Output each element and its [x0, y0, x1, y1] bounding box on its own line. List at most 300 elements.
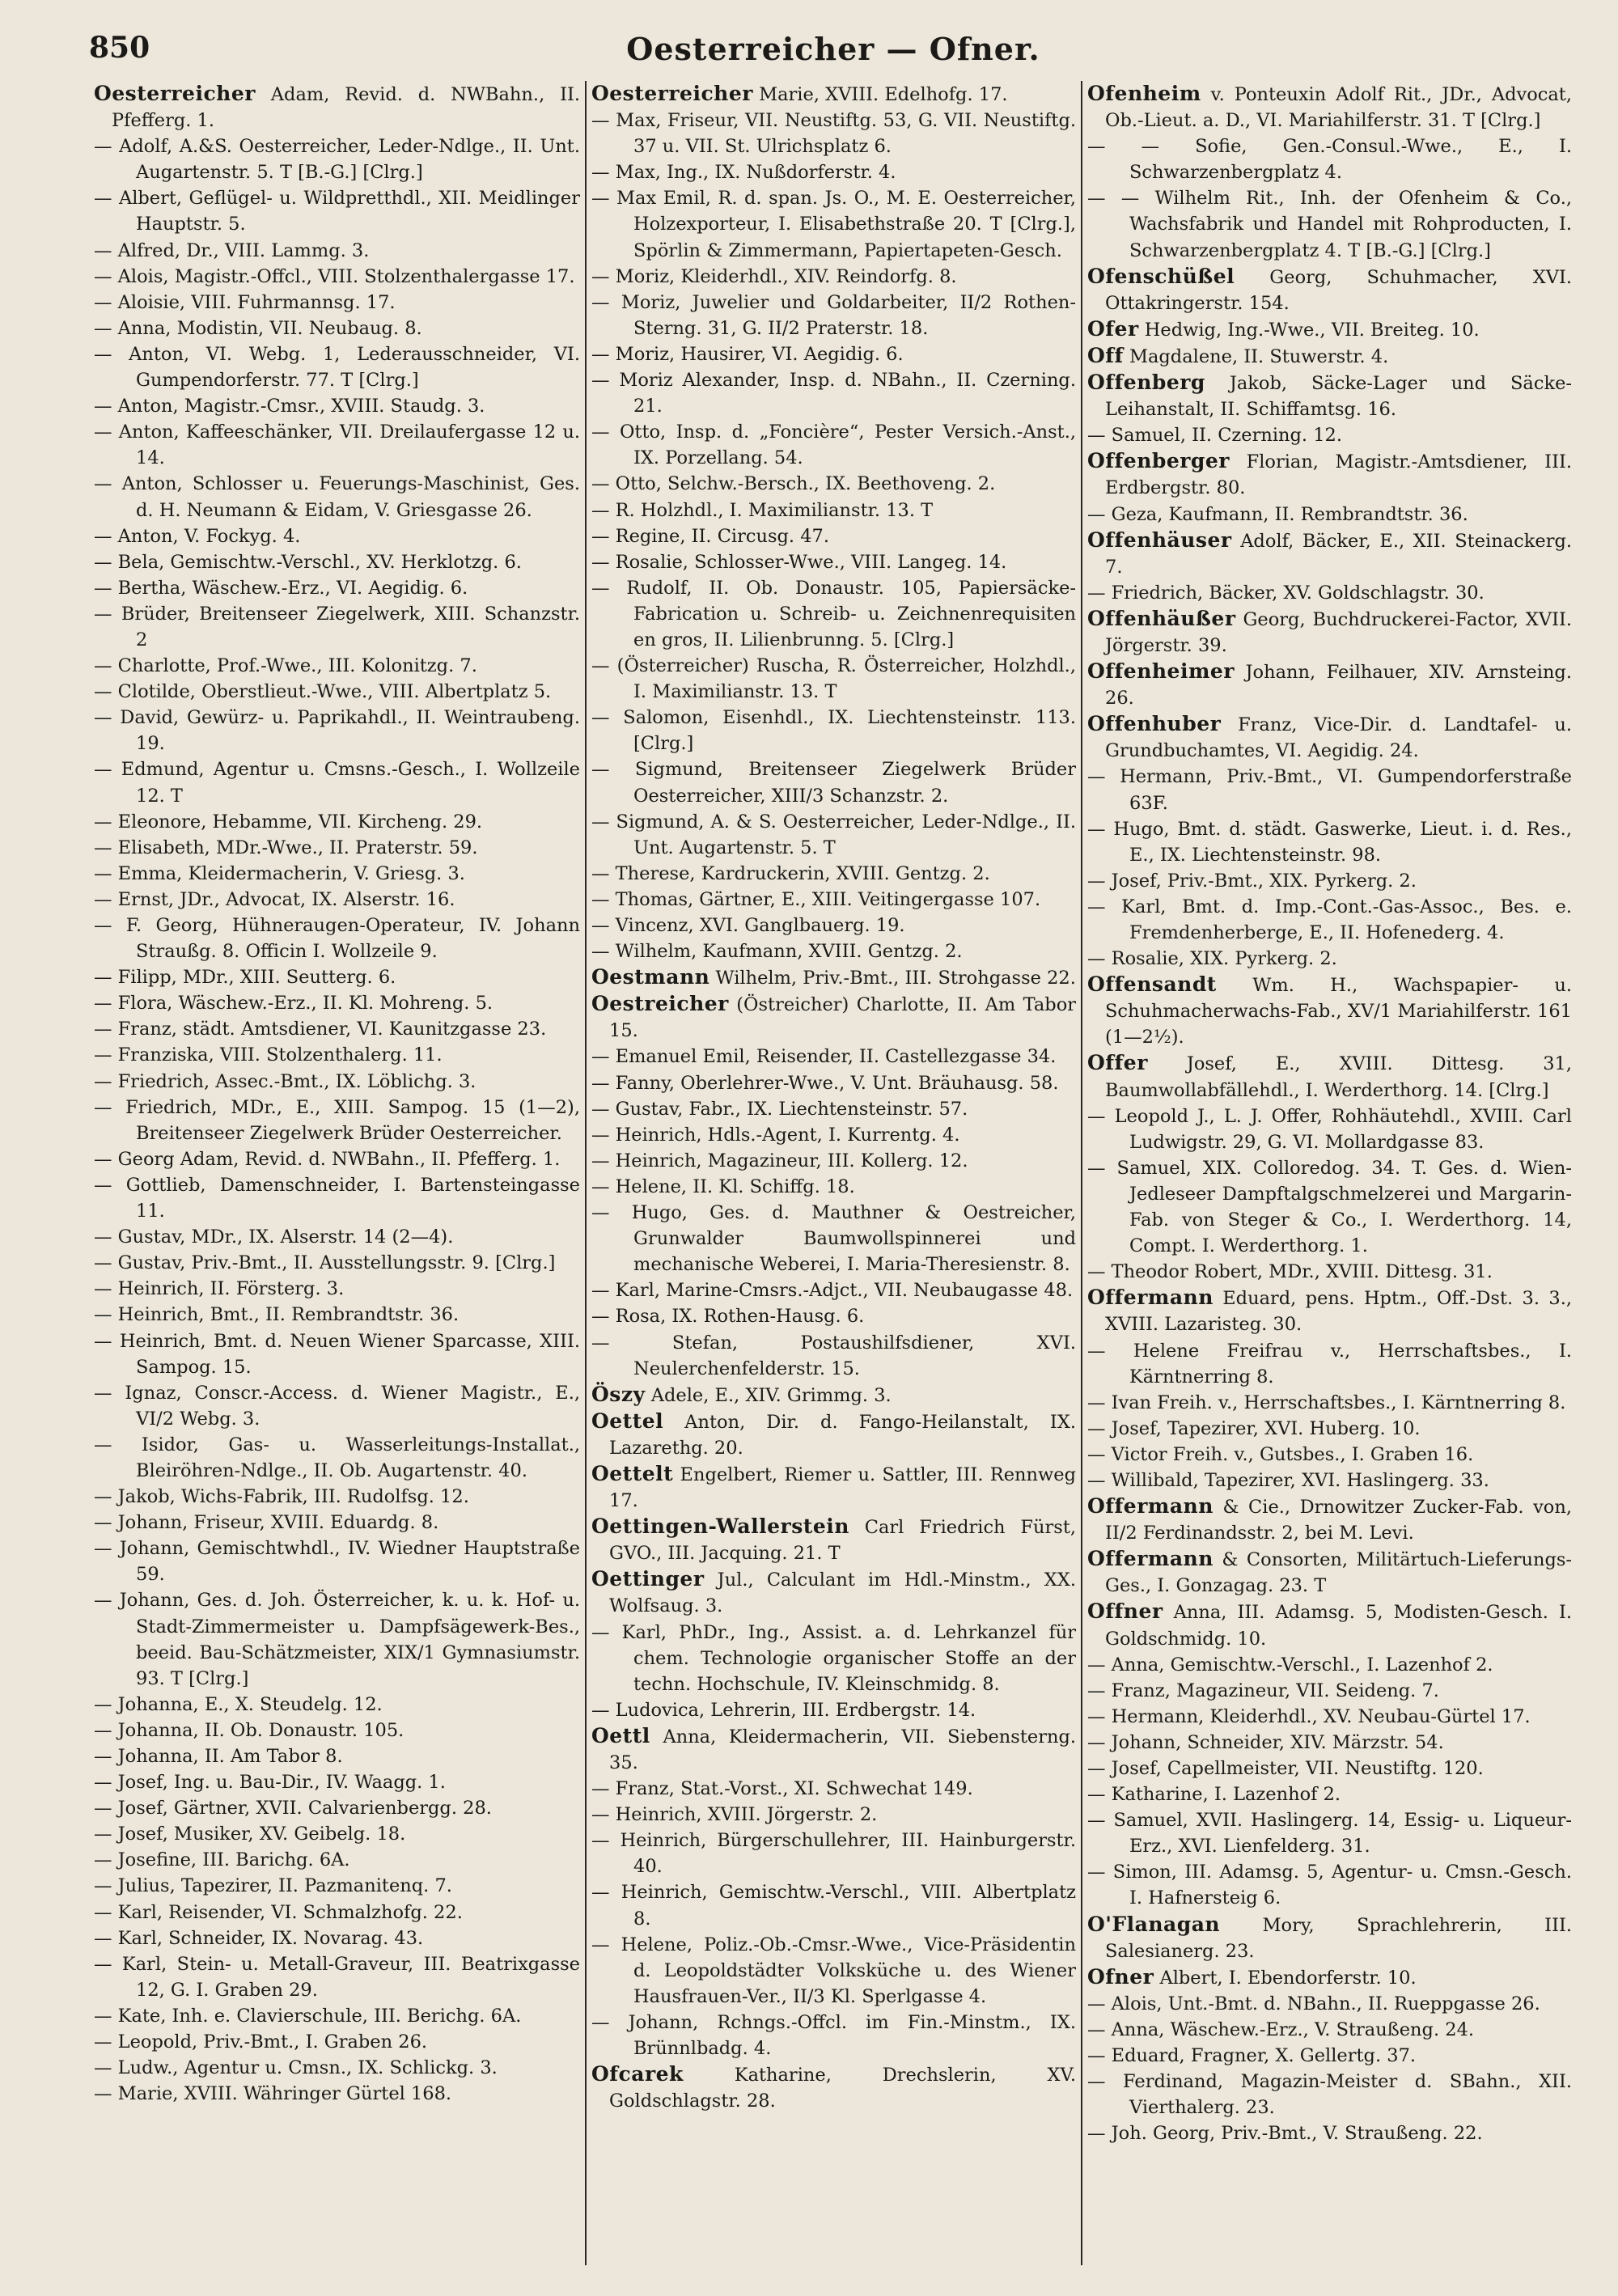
surname-entry: [591, 81, 1076, 108]
entry-text: — Gustav, Priv.-Bmt., II. Ausstellungsstr. 9. [Clrg.]: [94, 1252, 556, 1274]
directory-entry: [94, 1016, 580, 1042]
surname-heading: Offenberger: [1087, 449, 1230, 473]
directory-entry: [591, 1096, 1076, 1122]
surname-heading: Öszy: [591, 1382, 646, 1406]
entry-text: — Adolf, A.&S. Oesterreicher, Leder-Ndlge., II. Unt. Augartenstr. 5. T [B.-G.] [Clrg.]: [94, 136, 580, 184]
directory-entry: [591, 1828, 1076, 1879]
entry-text: — Johanna, II. Ob. Donaustr. 105.: [94, 1719, 404, 1741]
surname-heading: Offermann: [1087, 1547, 1214, 1571]
directory-entry: [591, 159, 1076, 185]
entry-text: — Kate, Inh. e. Clavierschule, III. Berichg. 6A.: [94, 2005, 522, 2027]
directory-entry: [94, 1380, 580, 1432]
surname-heading: Oettelt: [591, 1461, 674, 1485]
directory-entry: [1087, 2017, 1572, 2043]
directory-entry: [1087, 1390, 1572, 1416]
entry-text: — Marie, XVIII. Währinger Gürtel 168.: [94, 2083, 452, 2105]
directory-entry: [94, 1536, 580, 1587]
entry-text: — Karl, Stein- u. Metall-Graveur, III. Beatrixgasse 12, G. I. Graben 29.: [94, 1953, 580, 2001]
entry-text: — Josef, Priv.-Bmt., XIX. Pyrkerg. 2.: [1087, 870, 1417, 892]
directory-entry: [94, 1069, 580, 1095]
entry-text: Georg, Schuhmacher, XVI. Ottakringerstr. 154.: [1105, 266, 1573, 314]
directory-entry: [591, 1932, 1076, 2010]
entry-text: — Brüder, Breitenseer Ziegelwerk, XIII. Schanzstr. 2: [94, 603, 580, 650]
entry-text: Katharine, Drechslerin, XV. Goldschlagstr. 28.: [609, 2065, 1076, 2112]
directory-entry: [1087, 1338, 1572, 1390]
entry-text: — Helene, II. Kl. Schiffg. 18.: [591, 1176, 855, 1197]
directory-entry: [591, 1697, 1076, 1723]
directory-entry: [94, 679, 580, 705]
entry-text: — Stefan, Postaushilfsdiener, XVI. Neulerchenfelderstr. 15.: [591, 1332, 1076, 1379]
entry-text: — Friedrich, Assec.-Bmt., IX. Löblichg. 3.: [94, 1070, 477, 1092]
entry-text: — Heinrich, Bmt. d. Neuen Wiener Sparcasse, XIII. Sampog. 15.: [94, 1330, 580, 1378]
entry-text: — Friedrich, Bäcker, XV. Goldschlagstr. 30.: [1087, 582, 1485, 604]
directory-entry: [94, 2081, 580, 2107]
entry-text: — Thomas, Gärtner, E., XIII. Veitingergasse 107.: [591, 888, 1041, 910]
entry-text: — Josefine, III. Barichg. 6A.: [94, 1849, 350, 1871]
surname-entry: [1087, 1964, 1572, 1991]
entry-text: — Moriz, Juwelier und Goldarbeiter, II/2 Rothen-Sterng. 31, G. II/2 Praterstr. 18.: [591, 291, 1076, 339]
directory-entry: [94, 1900, 580, 1925]
directory-entry: [591, 809, 1076, 861]
entry-text: — F. Georg, Hühneraugen-Operateur, IV. Johann Straußg. 8. Officin I. Wollzeile 9.: [94, 915, 580, 963]
directory-entry: [94, 264, 580, 290]
directory-entry: [94, 575, 580, 601]
entry-text: — Willibald, Tapezirer, XVI. Haslingerg. 33.: [1087, 1469, 1489, 1491]
surname-heading: Ofenheim: [1087, 82, 1201, 105]
entry-text: — Franz, städt. Amtsdiener, VI. Kaunitzgasse 23.: [94, 1019, 547, 1040]
entry-text: Marie, XVIII. Edelhofg. 17.: [759, 84, 1008, 105]
entry-text: — Joh. Georg, Priv.-Bmt., V. Straußeng. 22.: [1087, 2123, 1483, 2145]
entry-text: — Charlotte, Prof.-Wwe., III. Kolonitzg. 7.: [94, 655, 477, 677]
entry-text: — Therese, Kardruckerin, XVIII. Gentzg. 2.: [591, 862, 990, 884]
directory-entry: [94, 1510, 580, 1536]
surname-entry: [1087, 370, 1572, 422]
entry-text: — Elisabeth, MDr.-Wwe., II. Praterstr. 59.: [94, 837, 478, 858]
directory-entry: [591, 2010, 1076, 2061]
directory-entry: [591, 523, 1076, 549]
entry-text: Adele, E., XIV. Grimmg. 3.: [650, 1384, 892, 1406]
directory-entry: [94, 316, 580, 341]
entry-text: — Johann, Schneider, XIV. Märzstr. 54.: [1087, 1731, 1444, 1753]
directory-entry: [1087, 816, 1572, 868]
directory-entry: [94, 1276, 580, 1302]
entry-text: & Consorten, Militärtuch-Lieferungs-Ges., I. Gonzagag. 23. T: [1105, 1549, 1572, 1597]
directory-entry: [94, 990, 580, 1016]
entry-text: — Sigmund, Breitenseer Ziegelwerk Brüder Oesterreicher, XIII/3 Schanzstr. 2.: [591, 759, 1076, 807]
entry-text: & Cie., Drnowitzer Zucker-Fab. von, II/2 Ferdinandsstr. 2, bei M. Levi.: [1105, 1497, 1572, 1544]
column-left: [89, 81, 585, 2265]
directory-entry: [591, 1802, 1076, 1828]
entry-text: Adolf, Bäcker, E., XII. Steinackerg. 7.: [1105, 530, 1572, 578]
entry-text: Hedwig, Ing.-Wwe., VII. Breiteg. 10.: [1144, 319, 1480, 341]
surname-entry: [591, 1409, 1076, 1461]
surname-heading: Oestreicher: [591, 992, 729, 1016]
directory-entry: [94, 1587, 580, 1691]
entry-text: — Jakob, Wichs-Fabrik, III. Rudolfsg. 12.: [94, 1486, 469, 1508]
directory-entry: [94, 1302, 580, 1328]
directory-entry: [94, 1250, 580, 1276]
entry-text: — Johann, Rchngs.-Offcl. im Fin.-Minstm., IX. Brünnlbadg. 4.: [591, 2011, 1076, 2060]
directory-entry: [591, 549, 1076, 575]
surname-entry: [591, 991, 1076, 1044]
directory-entry: [94, 1432, 580, 1484]
directory-entry: [94, 133, 580, 185]
entry-text: — Johann, Ges. d. Joh. Österreicher, k. u. k. Hof- u. Stadt-Zimmermeister u. Dampfsägewerk-Bes., beeid. Bau-Schätzmeister, XIX/1 Gymnasiumstr. 93. T [Clrg.]: [94, 1590, 580, 1689]
entry-text: (Östreicher) Charlotte, II. Am Tabor 15.: [609, 994, 1076, 1042]
directory-entry: [94, 471, 580, 523]
entry-text: — Heinrich, Magazineur, III. Kollerg. 12.: [591, 1150, 968, 1171]
entry-text: Jakob, Säcke-Lager und Säcke-Leihanstalt, II. Schiffamtsg. 16.: [1105, 373, 1572, 421]
entry-text: — Hermann, Kleiderhdl., XV. Neubau-Gürtel 17.: [1087, 1705, 1531, 1727]
surname-entry: [1087, 316, 1572, 343]
entry-text: Adam, Revid. d. NWBahn., II. Pfefferg. 1.: [112, 84, 580, 132]
entry-text: — Bela, Gemischtw.-Verschl., XV. Herklotzg. 6.: [94, 551, 522, 573]
entry-text: Florian, Magistr.-Amtsdiener, III. Erdbergstr. 80.: [1105, 451, 1572, 499]
directory-entry: [94, 601, 580, 653]
surname-entry: [591, 964, 1076, 991]
entry-text: — Leopold, Priv.-Bmt., I. Graben 26.: [94, 2031, 428, 2053]
directory-entry: [591, 419, 1076, 471]
directory-entry: [591, 290, 1076, 341]
surname-entry: [1087, 1546, 1572, 1599]
entry-text: — Hugo, Ges. d. Mauthner & Oestreicher, Grunwalder Baumwollspinnerei und mechanische Weberei, I. Maria-Theresienstr. 8.: [591, 1202, 1076, 1276]
entry-text: — Ludovica, Lehrerin, III. Erdbergstr. 14.: [591, 1699, 976, 1721]
entry-text: Carl Friedrich Fürst, GVO., III. Jacquing. 21. T: [609, 1517, 1077, 1565]
directory-entry: [94, 1743, 580, 1769]
entry-text: — Theodor Robert, MDr., XVIII. Dittesg. 31.: [1087, 1261, 1493, 1283]
directory-entry: [94, 1718, 580, 1743]
entry-text: — Rosalie, XIX. Pyrkerg. 2.: [1087, 948, 1337, 970]
directory-entry: [1087, 2120, 1572, 2146]
entry-text: — Anna, Gemischtw.-Verschl., I. Lazenhof 2.: [1087, 1654, 1493, 1675]
entry-text: — Filipp, MDr., XIII. Seutterg. 6.: [94, 967, 396, 989]
entry-text: — Gottlieb, Damenschneider, I. Bartensteingasse 11.: [94, 1174, 580, 1222]
directory-entry: [1087, 764, 1572, 815]
entry-text: — Johanna, II. Am Tabor 8.: [94, 1746, 343, 1767]
surname-entry: [1087, 659, 1572, 711]
directory-entry: [591, 341, 1076, 367]
directory-entry: [591, 1330, 1076, 1382]
directory-entry: [1087, 1859, 1572, 1911]
entry-text: — (Österreicher) Ruscha, R. Österreicher, Holzhdl., I. Maximilianstr. 13. T: [591, 655, 1076, 703]
directory-entry: [94, 705, 580, 756]
directory-entry: [94, 1484, 580, 1510]
entry-text: — Moriz, Kleiderhdl., XIV. Reindorfg. 8.: [591, 265, 957, 287]
directory-entry: [591, 575, 1076, 653]
entry-text: — Max Emil, R. d. span. Js. O., M. E. Oesterreicher, Holzexporteur, I. Elisabethstraße 20. T [Clrg.], Spörlin & Zimmermann, Papiertapeten-Gesch.: [591, 188, 1076, 261]
entry-text: — Hermann, Priv.-Bmt., VI. Gumpendorferstraße 63F.: [1087, 766, 1572, 814]
surname-heading: O'Flanagan: [1087, 1912, 1221, 1936]
running-title: Oesterreicher — Ofner.: [626, 31, 1040, 67]
directory-entry: [94, 1224, 580, 1250]
directory-entry: [1087, 1104, 1572, 1155]
surname-heading: Offensandt: [1087, 972, 1217, 997]
entry-text: — Johanna, E., X. Steudelg. 12.: [94, 1693, 383, 1715]
entry-text: — Albert, Geflügel- u. Wildpretthdl., XII. Meidlinger Hauptstr. 5.: [94, 188, 580, 235]
directory-entry: [94, 887, 580, 913]
page-header: [89, 31, 1578, 79]
directory-entry: [94, 1146, 580, 1172]
directory-entry: [591, 913, 1076, 938]
entry-text: — Fanny, Oberlehrer-Wwe., V. Unt. Bräuhausg. 58.: [591, 1072, 1059, 1094]
entry-text: Eduard, pens. Hptm., Off.-Dst. 3. 3., XVIII. Lazaristeg. 30.: [1105, 1288, 1572, 1336]
surname-heading: Oettl: [591, 1723, 650, 1747]
entry-text: — Gustav, Fabr., IX. Liechtensteinstr. 57.: [591, 1098, 968, 1120]
surname-entry: [591, 2061, 1076, 2114]
surname-heading: Oettinger: [591, 1567, 705, 1591]
entry-text: — Rudolf, II. Ob. Donaustr. 105, Papiersäcke-Fabrication u. Schreib- u. Zeichnenrequisiten en gros, II. Lilienbrunng. 5. [Clrg.]: [591, 577, 1076, 650]
surname-entry: [591, 1461, 1076, 1514]
entry-text: — Leopold J., L. J. Offer, Rohhäutehdl., XVIII. Carl Ludwigstr. 29, G. VI. Mollardgasse 83.: [1087, 1105, 1572, 1153]
directory-entry: [591, 471, 1076, 497]
surname-heading: Ofcarek: [591, 2062, 684, 2086]
surname-heading: Offner: [1087, 1599, 1163, 1624]
directory-entry: [1087, 1652, 1572, 1678]
surname-entry: [94, 81, 580, 133]
surname-entry: [1087, 1050, 1572, 1103]
surname-entry: [591, 1566, 1076, 1619]
entry-text: Anna, Kleidermacherin, VII. Siebensterng. 35.: [609, 1726, 1077, 1773]
surname-entry: [1087, 711, 1572, 764]
entry-text: — Alfred, Dr., VIII. Lammg. 3.: [94, 239, 370, 261]
directory-entry: [94, 861, 580, 887]
entry-text: — Hugo, Bmt. d. städt. Gaswerke, Lieut. i. d. Res., E., IX. Liechtensteinstr. 98.: [1087, 818, 1572, 866]
directory-entry: [1087, 1781, 1572, 1807]
entry-text: — Edmund, Agentur u. Cmsns.-Gesch., I. Wollzeile 12. T: [94, 759, 580, 807]
directory-entry: [1087, 868, 1572, 894]
entry-text: — David, Gewürz- u. Paprikahdl., II. Weintraubeng. 19.: [94, 707, 580, 755]
entry-text: — Ivan Freih. v., Herrschaftsbes., I. Kärntnerring 8.: [1087, 1392, 1566, 1413]
entry-text: — Anton, Kaffeeschänker, VII. Dreilaufergasse 12 u. 14.: [94, 421, 580, 469]
directory-entry: [94, 756, 580, 808]
directory-entry: [94, 393, 580, 419]
surname-heading: Offenheimer: [1087, 659, 1235, 684]
directory-entry: [94, 2003, 580, 2029]
surname-heading: Offenhäußer: [1087, 606, 1236, 630]
directory-entry: [1087, 1704, 1572, 1730]
entry-text: — R. Holzhdl., I. Maximilianstr. 13. T: [591, 499, 934, 521]
surname-heading: Oesterreicher: [94, 82, 256, 105]
surname-heading: Offenhuber: [1087, 712, 1222, 736]
directory-entry: [1087, 502, 1572, 527]
entry-text: — Anton, Schlosser u. Feuerungs-Maschinist, Ges. d. H. Neumann & Eidam, V. Griesgasse 26.: [94, 473, 580, 521]
directory-entry: [94, 653, 580, 679]
entry-text: — Gustav, MDr., IX. Alserstr. 14 (2—4).: [94, 1226, 454, 1248]
directory-entry: [591, 1200, 1076, 1277]
entry-text: — Regine, II. Circusg. 47.: [591, 525, 829, 547]
surname-entry: [1087, 1912, 1572, 1964]
entry-text: — Josef, Tapezirer, XVI. Huberg. 10.: [1087, 1417, 1421, 1439]
directory-entry: [591, 185, 1076, 263]
entry-text: — Max, Ing., IX. Nußdorferstr. 4.: [591, 162, 896, 184]
entry-text: — Josef, Gärtner, XVII. Calvarienbergg. 28.: [94, 1798, 492, 1819]
entry-text: — Franz, Magazineur, VII. Seideng. 7.: [1087, 1680, 1439, 1701]
entry-text: — Katharine, I. Lazenhof 2.: [1087, 1784, 1341, 1806]
directory-entry: [591, 1122, 1076, 1148]
surname-entry: [1087, 527, 1572, 580]
directory-entry: [94, 523, 580, 549]
entry-text: Mory, Sprachlehrerin, III. Salesianerg. 23.: [1105, 1914, 1572, 1962]
directory-entry: [591, 108, 1076, 159]
surname-heading: Oettingen-Wallerstein: [591, 1514, 849, 1539]
entry-text: — Samuel, XIX. Colloredog. 34. T. Ges. d. Wien-Jedleseer Dampftalgschmelzerei und Margarin-Fab. von Steger & Co., I. Werderthorg. 14, Compt. I. Werderthorg. 1.: [1087, 1157, 1572, 1257]
entry-text: — Sigmund, A. & S. Oesterreicher, Leder-Ndlge., II. Unt. Augartenstr. 5. T: [591, 811, 1076, 858]
directory-entry: [94, 2055, 580, 2081]
entry-text: — Johann, Gemischtwhdl., IV. Wiedner Hauptstraße 59.: [94, 1538, 580, 1586]
entry-text: — Franz, Stat.-Vorst., XI. Schwechat 149.: [591, 1778, 973, 1800]
directory-entry: [591, 1044, 1076, 1070]
directory-entry: [94, 1692, 580, 1718]
directory-entry: [591, 264, 1076, 290]
column-right: [1081, 81, 1577, 2265]
surname-entry: [1087, 81, 1572, 133]
entry-text: — Ludw., Agentur u. Cmsn., IX. Schlickg. 3.: [94, 2057, 498, 2079]
entry-text: Magdalene, II. Stuwerstr. 4.: [1129, 345, 1389, 367]
directory-entry: [1087, 2043, 1572, 2069]
directory-entry: [94, 419, 580, 471]
directory-entry: [94, 1328, 580, 1380]
entry-text: — Vincenz, XVI. Ganglbauerg. 19.: [591, 915, 905, 936]
surname-heading: Oestmann: [591, 965, 710, 989]
entry-text: Josef, E., XVIII. Dittesg. 31, Baumwollabfällehdl., I. Werderthorg. 14. [Clrg.]: [1105, 1053, 1572, 1101]
entry-text: — Julius, Tapezirer, II. Pazmanitenq. 7.: [94, 1875, 452, 1897]
directory-entry: [591, 1174, 1076, 1200]
entry-text: — Isidor, Gas- u. Wasserleitungs-Installat., Bleiröhren-Ndlge., II. Ob. Augartenstr. 40.: [94, 1434, 580, 1481]
entry-text: — Karl, Reisender, VI. Schmalzhofg. 22.: [94, 1901, 463, 1923]
surname-entry: [1087, 606, 1572, 659]
directory-entry: [591, 498, 1076, 523]
entry-text: — Victor Freih. v., Gutsbes., I. Graben 16.: [1087, 1443, 1474, 1465]
directory-entry: [94, 1873, 580, 1899]
entry-text: — Emanuel Emil, Reisender, II. Castellezgasse 34.: [591, 1046, 1057, 1068]
entry-text: — Anna, Modistin, VII. Neubaug. 8.: [94, 317, 422, 339]
entry-text: — Karl, PhDr., Ing., Assist. a. d. Lehrkanzel für chem. Technologie organischer Stoffe an der techn. Hochschule, IV. Kleinschmidg. 8.: [591, 1621, 1076, 1695]
directory-entry: [1087, 1259, 1572, 1285]
entry-text: — Eleonore, Hebamme, VII. Kircheng. 29.: [94, 811, 483, 832]
surname-entry: [1087, 972, 1572, 1050]
surname-heading: Ofenschüßel: [1087, 264, 1235, 288]
directory-entry: [1087, 1678, 1572, 1704]
entry-text: — Ignaz, Conscr.-Access. d. Wiener Magistr., E., VI/2 Webg. 3.: [94, 1382, 580, 1430]
directory-entry: [1087, 1468, 1572, 1493]
entry-text: — Johann, Friseur, XVIII. Eduardg. 8.: [94, 1512, 439, 1534]
entry-text: — Karl, Schneider, IX. Novarag. 43.: [94, 1927, 424, 1949]
directory-entry: [94, 341, 580, 393]
entry-text: Wilhelm, Priv.-Bmt., III. Strohgasse 22.: [715, 968, 1076, 989]
page-number: 850: [89, 31, 150, 65]
surname-heading: Offermann: [1087, 1286, 1214, 1310]
entry-text: Jul., Calculant im Hdl.-Minstm., XX. Wolfsaug. 3.: [609, 1569, 1076, 1617]
column-middle: [585, 81, 1081, 2265]
entry-text: v. Ponteuxin Adolf Rit., JDr., Advocat, Ob.-Lieut. a. D., VI. Mariahilferstr. 31. T [Clrg.]: [1105, 84, 1572, 132]
entry-text: — Anton, VI. Webg. 1, Lederausschneider, VI. Gumpendorferstr. 77. T [Clrg.]: [94, 343, 580, 392]
entry-text: — Samuel, XVII. Haslingerg. 14, Essig- u. Liqueur-Erz., XVI. Lienfelderg. 31.: [1087, 1810, 1572, 1858]
surname-entry: [591, 1382, 1076, 1409]
entry-text: — Otto, Selchw.-Bersch., IX. Beethoveng. 2.: [591, 473, 996, 495]
surname-entry: [591, 1514, 1076, 1566]
directory-entry: [1087, 185, 1572, 263]
entry-text: Johann, Feilhauer, XIV. Arnsteing. 26.: [1105, 662, 1572, 710]
entry-text: — Josef, Ing. u. Bau-Dir., IV. Waagg. 1.: [94, 1772, 446, 1794]
directory-entry: [1087, 1756, 1572, 1781]
entry-text: — — Sofie, Gen.-Consul.-Wwe., E., I. Schwarzenbergplatz 4.: [1087, 136, 1572, 184]
entry-text: — Heinrich, II. Försterg. 3.: [94, 1278, 345, 1300]
entry-text: — Anton, V. Fockyg. 4.: [94, 525, 301, 547]
entry-text: — Moriz Alexander, Insp. d. NBahn., II. Czerning. 21.: [591, 370, 1076, 417]
entry-text: Albert, I. Ebendorferstr. 10.: [1159, 1967, 1417, 1989]
surname-heading: Offenberg: [1087, 371, 1205, 395]
directory-entry: [94, 1769, 580, 1795]
directory-entry: [94, 1042, 580, 1068]
entry-text: — Anton, Magistr.-Cmsr., XVIII. Staudg. 3.: [94, 396, 485, 417]
entry-text: Wm. H., Wachspapier- u. Schuhmacherwachs-Fab., XV/1 Mariahilferstr. 161 (1—2½).: [1105, 975, 1573, 1048]
directory-entry: [94, 1795, 580, 1821]
directory-entry: [94, 835, 580, 861]
entry-text: Franz, Vice-Dir. d. Landtafel- u. Grundbuchamtes, VI. Aegidig. 24.: [1105, 714, 1572, 762]
directory-entry: [591, 1148, 1076, 1174]
surname-entry: [1087, 264, 1572, 316]
directory-entry: [591, 1776, 1076, 1802]
directory-entry: [94, 185, 580, 237]
directory-entry: [1087, 580, 1572, 606]
surname-entry: [1087, 1285, 1572, 1337]
directory-entry: [591, 1879, 1076, 1931]
directory-entry: [94, 1847, 580, 1873]
entry-text: — Heinrich, XVIII. Jörgerstr. 2.: [591, 1804, 878, 1826]
entry-text: — Geza, Kaufmann, II. Rembrandtstr. 36.: [1087, 503, 1468, 525]
directory-entry: [94, 1925, 580, 1951]
surname-entry: [1087, 448, 1572, 501]
directory-entry: [1087, 1416, 1572, 1442]
directory-entry: [94, 1951, 580, 2003]
directory-entry: [1087, 1155, 1572, 1259]
entry-text: — Karl, Bmt. d. Imp.-Cont.-Gas-Assoc., Bes. e. Fremdenherberge, E., II. Hofenederg. 4.: [1087, 896, 1572, 943]
entry-text: — Max, Friseur, VII. Neustiftg. 53, G. VII. Neustiftg. 37 u. VII. St. Ulrichsplatz 6.: [591, 110, 1076, 158]
surname-heading: Ofner: [1087, 1964, 1154, 1989]
entry-text: Georg, Buchdruckerei-Factor, XVII. Jörgerstr. 39.: [1105, 608, 1572, 656]
entry-text: — Heinrich, Hdls.-Agent, I. Kurrentg. 4.: [591, 1124, 960, 1146]
entry-text: — Georg Adam, Revid. d. NWBahn., II. Pfefferg. 1.: [94, 1148, 561, 1170]
entry-text: Anton, Dir. d. Fango-Heilanstalt, IX. Lazarethg. 20.: [609, 1411, 1076, 1459]
directory-entry: [591, 367, 1076, 419]
entry-text: — Wilhelm, Kaufmann, XVIII. Gentzg. 2.: [591, 941, 963, 963]
directory-entry: [1087, 894, 1572, 946]
surname-heading: Offermann: [1087, 1494, 1214, 1519]
entry-text: — Franziska, VIII. Stolzenthalerg. 11.: [94, 1044, 443, 1066]
entry-text: — Anna, Wäschew.-Erz., V. Straußeng. 24.: [1087, 2019, 1475, 2040]
entry-text: — Heinrich, Bürgerschullehrer, III. Hainburgerstr. 40.: [591, 1830, 1076, 1878]
entry-text: — Emma, Kleidermacherin, V. Griesg. 3.: [94, 862, 465, 884]
entry-text: — Heinrich, Gemischtw.-Verschl., VIII. Albertplatz 8.: [591, 1882, 1076, 1930]
directory-entry: [591, 653, 1076, 705]
entry-text: — — Wilhelm Rit., Inh. der Ofenheim & Co., Wachsfabrik und Handel mit Rohproducten, I. Schwarzenbergplatz 4. T [B.-G.] [Clrg.]: [1087, 188, 1572, 261]
directory-entry: [591, 705, 1076, 756]
entry-text: — Eduard, Fragner, X. Gellertg. 37.: [1087, 2045, 1417, 2067]
entry-text: — Helene, Poliz.-Ob.-Cmsr.-Wwe., Vice-Präsidentin d. Leopoldstädter Volksküche u. des Wiener Hausfrauen-Ver., II/3 Kl. Sperlgasse 4.: [591, 1934, 1076, 2007]
surname-heading: Oettel: [591, 1409, 664, 1433]
directory-entry: [591, 887, 1076, 913]
directory-entry: [94, 1095, 580, 1146]
directory-entry: [591, 756, 1076, 808]
entry-text: — Friedrich, MDr., E., XIII. Sampog. 15 (1—2), Breitenseer Ziegelwerk Brüder Oesterreicher.: [94, 1096, 580, 1144]
directory-entry: [94, 913, 580, 964]
directory-entry: [94, 549, 580, 575]
entry-text: — Simon, III. Adamsg. 5, Agentur- u. Cmsn.-Gesch. I. Hafnersteig 6.: [1087, 1862, 1572, 1909]
entry-text: Engelbert, Riemer u. Sattler, III. Rennweg 17.: [609, 1464, 1076, 1512]
entry-text: Anna, III. Adamsg. 5, Modisten-Gesch. I. Goldschmidg. 10.: [1105, 1602, 1572, 1650]
surname-heading: Ofer: [1087, 316, 1139, 341]
entry-text: — Josef, Musiker, XV. Geibelg. 18.: [94, 1824, 406, 1845]
